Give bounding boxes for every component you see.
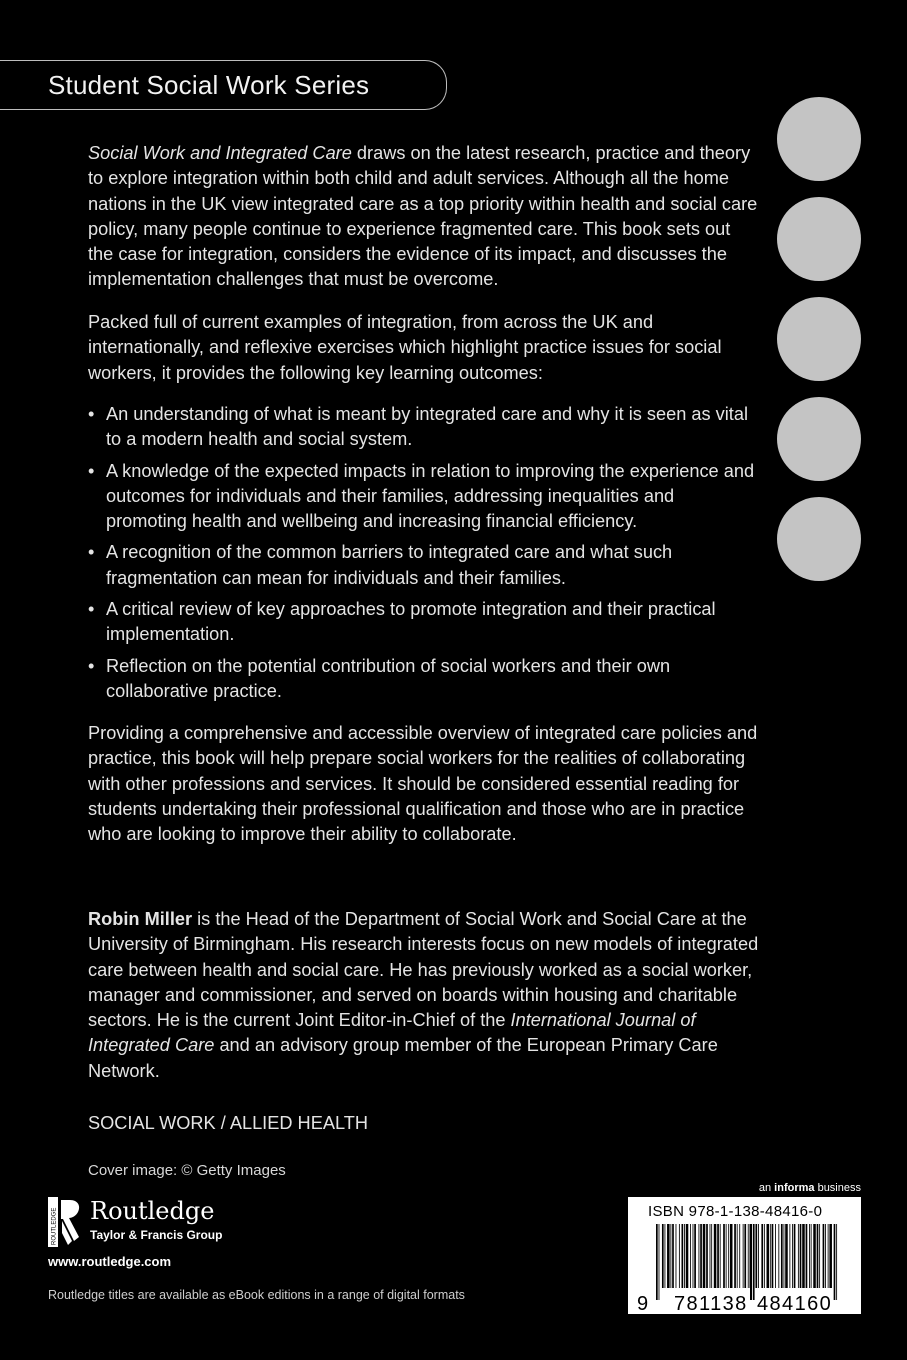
publisher-name: Routledge: [90, 1197, 215, 1225]
barcode-bar: [659, 1224, 660, 1300]
routledge-logo-icon: [48, 1197, 82, 1247]
barcode-bar: [734, 1224, 736, 1288]
barcode-bar: [723, 1224, 725, 1288]
barcode-bar: [781, 1224, 783, 1288]
barcode-bar: [703, 1224, 706, 1288]
barcode-bar: [710, 1224, 711, 1288]
barcode-bar: [813, 1224, 816, 1288]
subject-category: SOCIAL WORK / ALLIED HEALTH: [88, 1113, 368, 1133]
barcode-bar: [684, 1224, 685, 1288]
bullet-icon: •: [88, 655, 95, 676]
bullet-icon: •: [88, 599, 95, 620]
barcode-bar: [836, 1224, 837, 1300]
barcode-bar: [775, 1224, 776, 1288]
journal-title: International Journal of Integrated Care: [88, 1010, 696, 1056]
barcode-bar: [682, 1224, 684, 1288]
barcode-bar: [778, 1224, 779, 1288]
decorative-circle: [777, 397, 861, 481]
barcode-bar: [720, 1224, 721, 1288]
isbn-label: ISBN 978-1-138-48416-0: [648, 1203, 823, 1220]
barcode-lead-digit: 9: [637, 1293, 649, 1314]
barcode-bar: [744, 1224, 746, 1288]
barcode-bar: [672, 1224, 674, 1288]
publisher-group: Taylor & Francis Group: [90, 1228, 223, 1242]
author-name: Robin Miller: [88, 909, 193, 929]
barcode-bar: [829, 1224, 832, 1288]
barcode-bar: [693, 1224, 694, 1288]
barcode-bar: [767, 1224, 770, 1288]
barcode-bar: [679, 1224, 680, 1288]
barcode-bar: [706, 1224, 708, 1288]
barcode-bar: [726, 1224, 727, 1288]
barcode-bar: [817, 1224, 819, 1288]
list-item: • A knowledge of the expected impacts in relation to improving the experience and outcomes for individuals and their families, addressing inequalities and promoting health and wellbeing and increasing financial efficiency.: [88, 460, 755, 532]
decorative-circle: [777, 497, 861, 581]
publisher-website[interactable]: www.routledge.com: [48, 1254, 172, 1269]
barcode-bar: [811, 1224, 812, 1288]
cover-credit: Cover image: © Getty Images: [88, 1162, 286, 1179]
barcode-bar: [785, 1224, 788, 1288]
barcode-bar: [711, 1224, 712, 1288]
barcode-bar: [792, 1224, 793, 1288]
list-item: • An understanding of what is meant by integrated care and why it is seen as vital to a modern health and social system.: [88, 404, 748, 450]
barcode: [628, 1197, 861, 1314]
barcode-bar: [699, 1224, 700, 1288]
bullet-icon: •: [88, 460, 95, 481]
barcode-bar: [770, 1224, 771, 1288]
barcode-bar: [717, 1224, 719, 1288]
list-item: • A recognition of the common barriers to integrated care and what such fragmentation can mean for individuals and their families.: [88, 542, 673, 588]
decorative-circle: [777, 197, 861, 281]
barcode-bar: [730, 1224, 733, 1288]
logo-vertical-text: ROUTLEDGE: [51, 1207, 58, 1245]
barcode-bar: [676, 1224, 677, 1288]
barcode-digits-right: 484160: [757, 1293, 833, 1314]
informa-brand: informa: [774, 1182, 815, 1194]
outcomes-list-block: [88, 402, 760, 710]
barcode-bar: [806, 1224, 808, 1288]
barcode-bar: [753, 1224, 755, 1300]
summary-text: Providing a comprehensive and accessible overview of integrated care policies and practice, this book will help prepare social workers for the realities of collaborating with other professions and services. It should be considered essential reading for students undertaking their professional qualification and those who are in practice who are looking to improve their ability to collaborate.: [88, 723, 758, 845]
barcode-bar: [690, 1224, 691, 1288]
bullet-icon: •: [88, 404, 95, 424]
intro-text: draws on the latest research, practice and theory to explore integration within both child and adult services. Although all the home nations in the UK view integrated care as a top priority within health and social care policy, many people continue to experience fragmented care. This book sets out the case for integration, considers the evidence of its impact, and discusses the implementation challenges that must be overcome.: [88, 143, 758, 290]
barcode-bar: [737, 1224, 738, 1288]
barcode-bar: [714, 1224, 717, 1288]
barcode-bar: [656, 1224, 658, 1300]
barcode-bar: [784, 1224, 785, 1288]
barcode-bar: [739, 1224, 740, 1288]
barcode-bar: [686, 1224, 689, 1288]
barcode-bar: [834, 1224, 836, 1300]
barcode-bar: [764, 1224, 765, 1288]
barcode-bar: [809, 1224, 810, 1288]
barcode-bar: [758, 1224, 759, 1288]
list-item: • A critical review of key approaches to promote integration and their practical implementation.: [88, 599, 716, 645]
informa-tagline: an informa business: [758, 1182, 861, 1194]
barcode-bar: [755, 1224, 757, 1288]
barcode-bar: [825, 1224, 826, 1288]
barcode-bar: [794, 1224, 796, 1288]
barcode-bar: [700, 1224, 702, 1288]
book-title: Social Work and Integrated Care: [88, 143, 352, 163]
barcode-bar: [819, 1224, 820, 1288]
barcode-bar: [694, 1224, 696, 1288]
barcode-bar: [772, 1224, 774, 1288]
list-item: • Reflection on the potential contribution of social workers and their own collaborative practice.: [88, 655, 671, 701]
intro-paragraph: [88, 141, 760, 293]
ebook-note: Routledge titles are available as eBook editions in a range of digital formats: [48, 1288, 465, 1302]
outcomes-intro-paragraph: [88, 310, 760, 386]
barcode-bar: [743, 1224, 744, 1288]
barcode-bar: [670, 1224, 671, 1288]
barcode-bar: [728, 1224, 729, 1288]
bullet-icon: •: [88, 542, 95, 563]
author-bio: Robin Miller is the Head of the Department of Social Work and Social Care at the University of Birmingham. His research interests focus on new models of integrated care between health and social care. He has previously worked as a social worker, manager and commissioner, and served on boards within housing and charitable sectors. He is the current Joint Editor-in-Chief of the International Journal of Integrated Care and an advisory group member of the European Primary Care Network.: [88, 909, 759, 1081]
outcomes-list: [88, 402, 760, 704]
barcode-bar: [798, 1224, 799, 1288]
barcode-bar: [667, 1224, 670, 1288]
publisher-logo: [48, 1197, 248, 1247]
barcode-bar: [800, 1224, 802, 1288]
summary-paragraph: [88, 721, 760, 847]
barcode-digits-left: 781138: [674, 1293, 748, 1314]
barcode-bar: [662, 1224, 664, 1288]
barcode-bar: [761, 1224, 763, 1288]
decorative-circle: [777, 97, 861, 181]
decorative-circle: [777, 297, 861, 381]
barcode-bar: [823, 1224, 825, 1288]
barcode-bar: [748, 1224, 749, 1288]
barcode-bar: [665, 1224, 666, 1288]
series-title: Student Social Work Series: [48, 70, 370, 100]
outcomes-intro-text: Packed full of current examples of integration, from across the UK and internationally, and reflexive exercises which highlight practice issues for social workers, it provides the following key learning outcomes:: [88, 312, 722, 383]
barcode-bar: [802, 1224, 805, 1288]
barcode-bar: [828, 1224, 829, 1288]
barcode-icon: [628, 1197, 861, 1314]
barcode-bar: [789, 1224, 790, 1288]
